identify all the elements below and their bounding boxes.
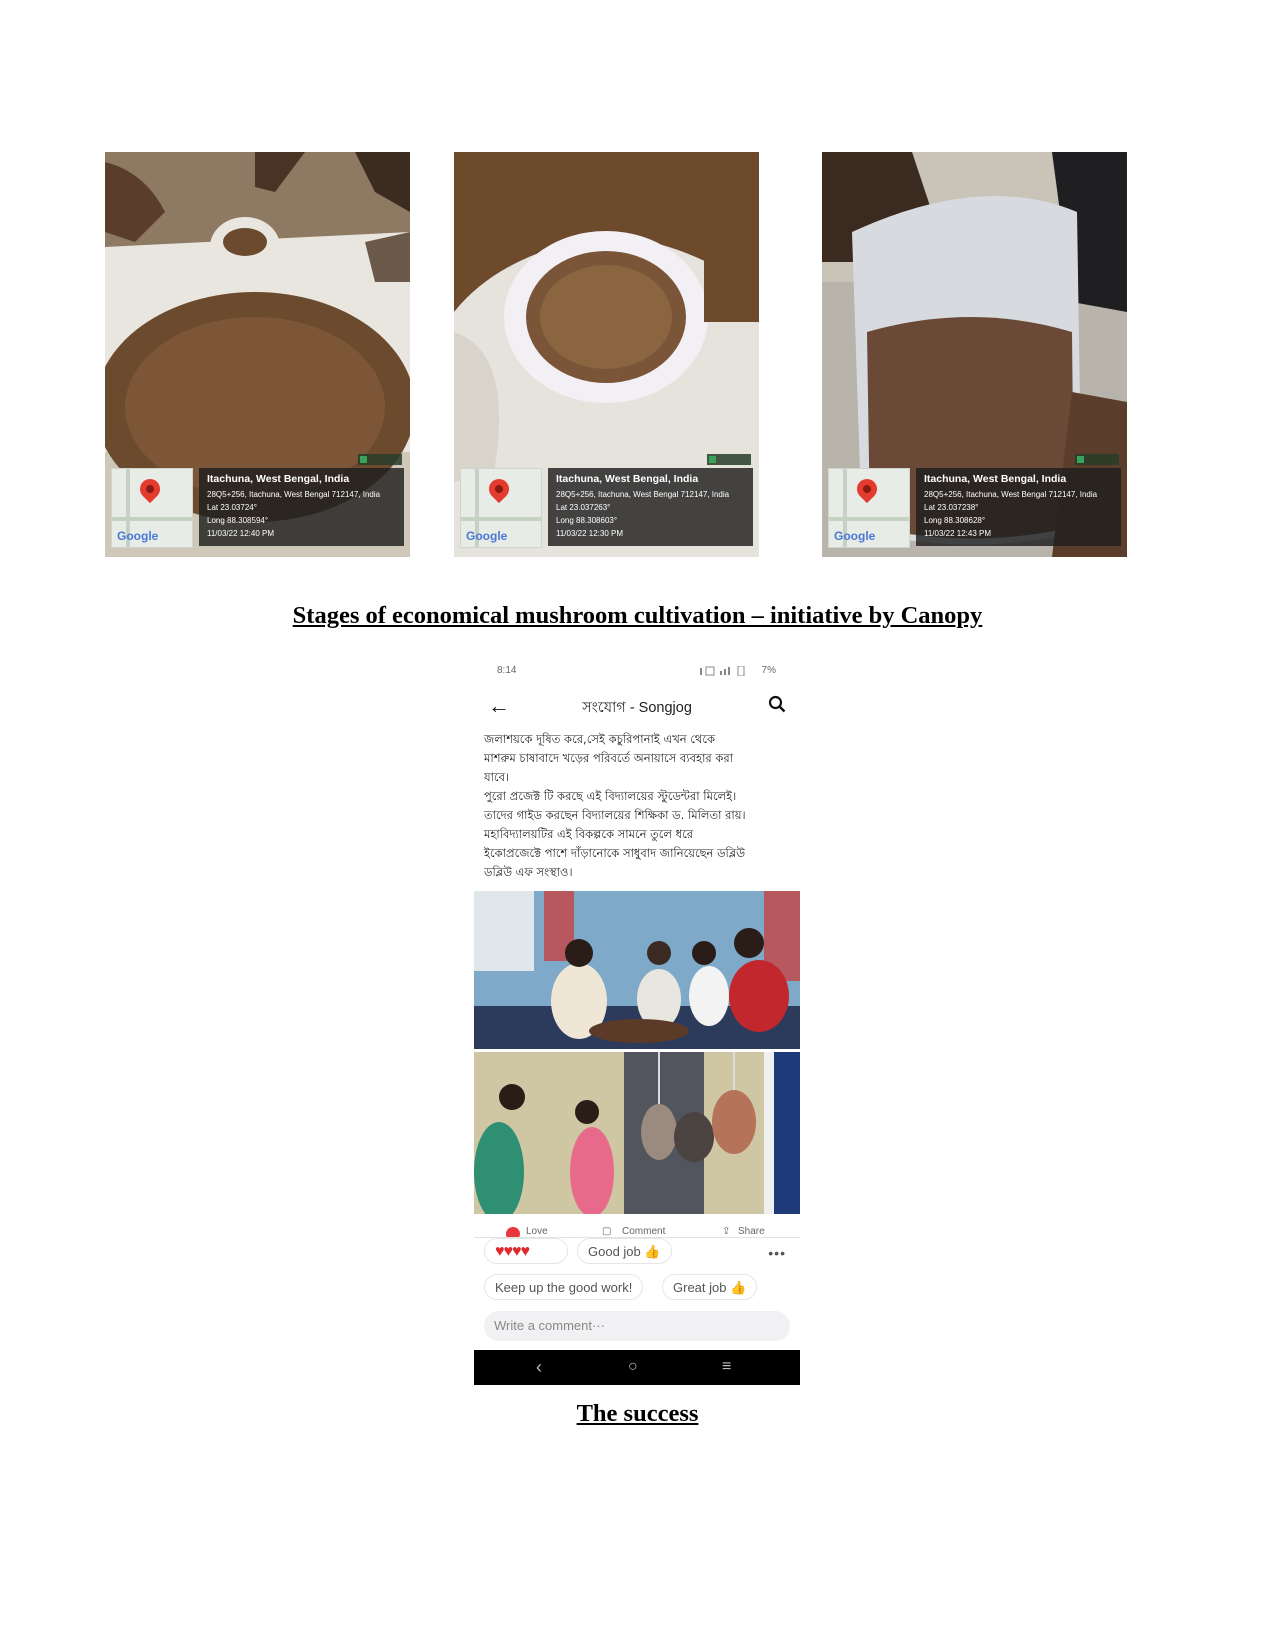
- love-reaction-icon[interactable]: [506, 1227, 520, 1238]
- app-title: সংযোগ - Songjog: [582, 700, 692, 716]
- geotag-address: 28Q5+256, Itachuna, West Bengal 712147, India: [207, 490, 381, 499]
- map-thumbnail: [111, 468, 193, 548]
- status-icons: [700, 666, 750, 676]
- status-bar: [474, 660, 800, 682]
- geotag-lat: Lat 23.037238°: [924, 503, 979, 512]
- geotag-address: 28Q5+256, Itachuna, West Bengal 712147, India: [556, 490, 730, 499]
- comment-action[interactable]: Comment: [622, 1226, 666, 1237]
- geotag-info: [548, 468, 753, 546]
- post-line: যাবে।: [484, 770, 510, 784]
- geotag-badge: [358, 454, 402, 465]
- geotag-datetime: 11/03/22 12:30 PM: [556, 529, 624, 538]
- map-pin-icon: [853, 475, 881, 503]
- post-text: [484, 730, 792, 882]
- nav-home-icon[interactable]: ○: [628, 1358, 638, 1375]
- geotag-place: Itachuna, West Bengal, India: [924, 473, 1067, 485]
- quick-reply-keep-up[interactable]: Keep up the good work!: [484, 1274, 643, 1300]
- geotag-overlay: [460, 468, 753, 551]
- caption-cultivation-stages: Stages of economical mushroom cultivation – initiative by Canopy: [292, 602, 983, 629]
- google-logo: Google: [466, 529, 508, 543]
- post-line: মাশরুম চাষাবাদে খড়ের পরিবর্তে অনায়াসে ব্যবহার করা: [484, 751, 734, 765]
- geotag-datetime: 11/03/22 12:43 PM: [924, 529, 992, 538]
- post-actions: [474, 1223, 800, 1238]
- photo-mushroom-bag-open: [454, 152, 759, 557]
- hearts-reaction-chip[interactable]: ♥♥♥♥: [484, 1238, 568, 1264]
- post-line: মহাবিদ্যালয়টির এই বিকল্পকে সামনে তুলে ধরে: [484, 827, 694, 841]
- comment-icon[interactable]: ▢: [602, 1226, 612, 1237]
- post-line: জলাশয়কে দূষিত করে,সেই কচুরিপানাই এখন থেকে: [484, 732, 716, 746]
- phone-screenshot: [474, 660, 800, 1385]
- post-photo-students[interactable]: [474, 891, 800, 1049]
- app-bar: [474, 690, 800, 720]
- geotag-place: Itachuna, West Bengal, India: [556, 473, 699, 485]
- geotag-overlay: [111, 468, 404, 551]
- search-icon[interactable]: [768, 695, 786, 713]
- post-line: ইকোপ্রজেক্টে পাশে দাঁড়ানোকে সাধুবাদ জানিয়েছেন ডব্লিউ: [484, 846, 746, 860]
- photo-mushroom-bag-filled: [822, 152, 1127, 557]
- geotag-info: [199, 468, 404, 546]
- geotag-long: Long 88.308603°: [556, 516, 618, 525]
- photo-mushroom-straw-pile: [105, 152, 410, 557]
- nav-back-icon[interactable]: ‹: [536, 1357, 542, 1377]
- geotag-badge: [1075, 454, 1119, 465]
- geotag-place: Itachuna, West Bengal, India: [207, 473, 350, 485]
- post-line: পুরো প্রজেক্ট টি করছে এই বিদ্যালয়ের স্টুডেন্টরা মিলেই।: [484, 789, 737, 803]
- share-icon[interactable]: ⇪: [722, 1226, 731, 1237]
- geotag-datetime: 11/03/22 12:40 PM: [207, 529, 275, 538]
- geotag-long: Long 88.308628°: [924, 516, 986, 525]
- post-line: ডব্লিউ এফ সংস্থাও।: [484, 865, 573, 879]
- quick-reply-good-job[interactable]: Good job 👍: [577, 1238, 672, 1264]
- system-nav-bar: [474, 1350, 800, 1385]
- status-time: 8:14: [497, 665, 517, 676]
- map-pin-icon: [485, 475, 513, 503]
- geotag-lat: Lat 23.03724°: [207, 503, 257, 512]
- caption-success: The success: [576, 1400, 699, 1427]
- google-logo: Google: [834, 529, 876, 543]
- google-logo: Google: [117, 529, 159, 543]
- geotag-info: [916, 468, 1121, 546]
- geotag-address: 28Q5+256, Itachuna, West Bengal 712147, India: [924, 490, 1098, 499]
- geotag-long: Long 88.308594°: [207, 516, 269, 525]
- status-battery: 7%: [761, 665, 776, 676]
- geotag-lat: Lat 23.037263°: [556, 503, 611, 512]
- back-arrow-icon[interactable]: ←: [488, 693, 510, 718]
- geotag-badge: [707, 454, 751, 465]
- comment-input[interactable]: Write a comment···: [484, 1311, 790, 1341]
- map-thumbnail: [828, 468, 910, 548]
- quick-reply-great-job[interactable]: Great job 👍: [662, 1274, 757, 1300]
- love-action[interactable]: Love: [526, 1226, 548, 1237]
- geotag-overlay: [828, 468, 1121, 551]
- share-action[interactable]: Share: [738, 1226, 765, 1237]
- map-thumbnail: [460, 468, 542, 548]
- post-photo-mushroom-bags[interactable]: [474, 1052, 800, 1214]
- map-pin-icon: [136, 475, 164, 503]
- nav-recents-icon[interactable]: ≡: [722, 1358, 732, 1375]
- post-line: তাদের গাইড করছেন বিদ্যালয়ের শিক্ষিকা ড. মিলিতা রায়।: [484, 808, 746, 822]
- more-options-icon[interactable]: •••: [768, 1245, 786, 1261]
